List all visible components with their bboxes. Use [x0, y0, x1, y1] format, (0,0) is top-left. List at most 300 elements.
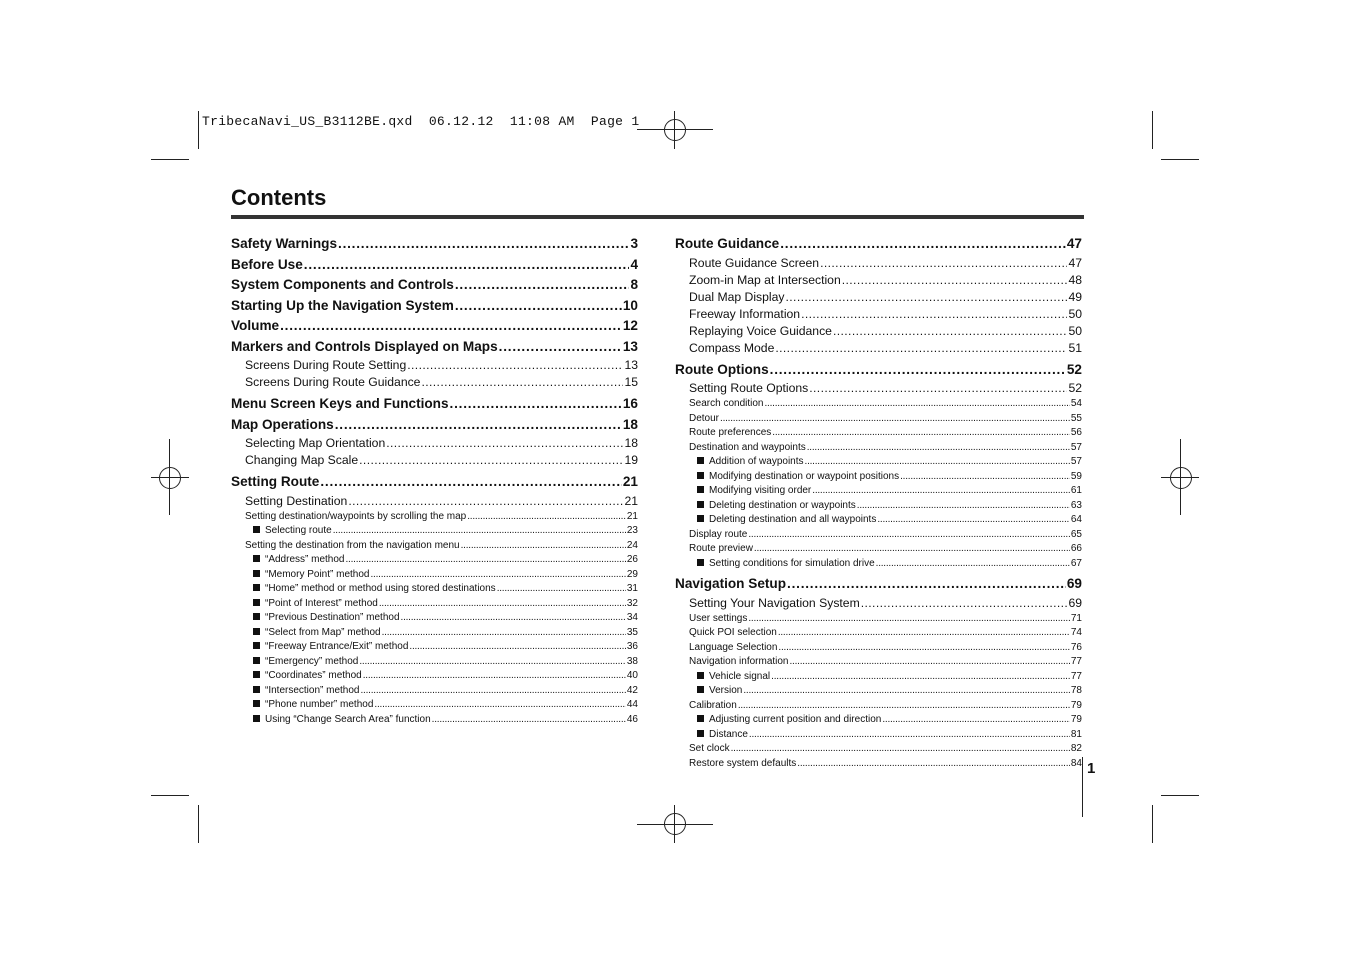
- square-bullet-icon: [253, 526, 260, 533]
- print-slug: TribecaNavi_US_B3112BE.qxd 06.12.12 11:08 AM Page 1: [202, 114, 640, 129]
- toc-entry-text: Modifying visiting order: [709, 485, 812, 496]
- toc-entry-text: Language Selection: [689, 641, 778, 653]
- leader-dots: [786, 289, 1068, 306]
- toc-entry[interactable]: [675, 670, 1082, 685]
- toc-entry-page: 84: [1070, 757, 1082, 769]
- leader-dots: [807, 441, 1070, 456]
- toc-entry-page: 50: [1068, 323, 1082, 338]
- toc-entry[interactable]: [231, 698, 638, 713]
- toc-entry-page: 76: [1070, 641, 1082, 653]
- leader-dots: [338, 234, 629, 255]
- toc-entry-label: [689, 380, 808, 397]
- toc-entry[interactable]: [675, 340, 1082, 357]
- toc-entry-label: [697, 499, 856, 514]
- toc-entry-label: [689, 426, 771, 441]
- leader-dots: [720, 412, 1070, 427]
- toc-entry-label: [231, 394, 449, 415]
- toc-entry-label: [245, 493, 347, 510]
- toc-entry-text: Setting destination/waypoints by scrolling the map: [245, 510, 467, 522]
- leader-dots: [743, 684, 1070, 699]
- toc-entry-label: [697, 470, 899, 485]
- toc-entry-page: 57: [1070, 456, 1082, 467]
- toc-entry-label: [231, 337, 498, 358]
- leader-dots: [754, 542, 1070, 557]
- toc-entry-page: 64: [1070, 514, 1082, 525]
- leader-dots: [770, 360, 1066, 381]
- leader-dots: [842, 272, 1068, 289]
- crop-mark: [198, 111, 199, 149]
- toc-entry-text: Setting Destination: [245, 493, 348, 508]
- toc-entry-page: 35: [626, 626, 638, 638]
- leader-dots: [497, 582, 626, 597]
- toc-entry[interactable]: [675, 626, 1082, 641]
- toc-entry-text: “Point of Interest” method: [265, 597, 378, 609]
- toc-entry-text: “Memory Point” method: [265, 568, 370, 580]
- toc-entry-text: Deleting destination and all waypoints: [709, 514, 877, 525]
- toc-entry-label: [689, 757, 796, 772]
- leader-dots: [432, 713, 626, 728]
- toc-entry-page: 13: [624, 358, 638, 372]
- toc-entry-page: 31: [626, 583, 638, 594]
- leader-dots: [797, 757, 1070, 772]
- toc-entry[interactable]: [231, 296, 638, 317]
- toc-entry[interactable]: [675, 426, 1082, 441]
- toc-entry[interactable]: [675, 513, 1082, 528]
- toc-entry-label: [253, 698, 373, 713]
- toc-entry-text: Map Operations: [231, 416, 334, 432]
- leader-dots: [882, 713, 1070, 728]
- toc-entry-text: Navigation information: [689, 656, 789, 667]
- toc-entry-text: Display route: [689, 528, 748, 540]
- toc-entry-page: 34: [626, 612, 638, 623]
- registration-circle: [1170, 467, 1192, 489]
- toc-entry-text: Selecting route: [265, 525, 332, 536]
- toc-entry-text: Menu Screen Keys and Functions: [231, 396, 449, 411]
- leader-dots: [812, 484, 1070, 499]
- toc-entry-label: [689, 528, 747, 543]
- leader-dots: [374, 698, 625, 713]
- leader-dots: [771, 670, 1070, 685]
- toc-entry-label: [245, 435, 385, 452]
- toc-entry-page: 23: [626, 525, 638, 536]
- toc-entry-text: Deleting destination or waypoints: [709, 499, 856, 511]
- toc-entry[interactable]: [231, 255, 638, 276]
- square-bullet-icon: [253, 613, 260, 620]
- toc-entry-page: 57: [1070, 441, 1082, 453]
- toc-entry[interactable]: [675, 499, 1082, 514]
- toc-entry[interactable]: [675, 757, 1082, 772]
- toc-entry[interactable]: [231, 374, 638, 391]
- leader-dots: [731, 742, 1070, 757]
- square-bullet-icon: [697, 715, 704, 722]
- leader-dots: [359, 452, 623, 469]
- toc-entry-label: [689, 340, 774, 357]
- toc-entry-label: [253, 582, 496, 597]
- toc-entry-page: 66: [1070, 543, 1082, 554]
- toc-entry-text: Detour: [689, 412, 720, 424]
- toc-entry[interactable]: [675, 272, 1082, 289]
- toc-entry[interactable]: [675, 255, 1082, 272]
- toc-entry[interactable]: [231, 510, 638, 525]
- square-bullet-icon: [697, 730, 704, 737]
- toc-entry-label: [231, 472, 319, 493]
- toc-entry-page: 56: [1070, 427, 1082, 438]
- toc-entry-label: [697, 684, 742, 699]
- toc-entry[interactable]: [675, 699, 1082, 714]
- toc-entry-page: 32: [626, 597, 638, 609]
- leader-dots: [790, 655, 1070, 670]
- leader-dots: [467, 510, 626, 525]
- square-bullet-icon: [253, 657, 260, 664]
- crop-mark: [1152, 111, 1153, 149]
- toc-entry-text: Search condition: [689, 398, 764, 409]
- toc-entry-page: 46: [626, 713, 638, 725]
- leader-dots: [780, 234, 1066, 255]
- toc-entry-label: [697, 557, 875, 572]
- leader-dots: [833, 323, 1067, 340]
- toc-entry-page: 77: [1070, 656, 1082, 667]
- toc-entry-label: [697, 713, 881, 728]
- leader-dots: [748, 528, 1070, 543]
- toc-entry-page: 10: [622, 297, 638, 313]
- toc-entry-text: Before Use: [231, 256, 303, 272]
- toc-entry-label: [689, 306, 800, 323]
- leader-dots: [320, 472, 622, 493]
- leader-dots: [861, 595, 1068, 612]
- square-bullet-icon: [253, 700, 260, 707]
- toc-entry[interactable]: [231, 597, 638, 612]
- toc-entry[interactable]: [675, 455, 1082, 470]
- toc-entry[interactable]: [231, 655, 638, 670]
- square-bullet-icon: [253, 715, 260, 722]
- toc-entry-text: Setting the destination from the navigation menu: [245, 539, 460, 551]
- leader-dots: [370, 568, 625, 583]
- toc-entry-page: 54: [1070, 398, 1082, 409]
- toc-entry[interactable]: [675, 441, 1082, 456]
- toc-entry-label: [689, 612, 747, 627]
- toc-entry[interactable]: [675, 728, 1082, 743]
- leader-dots: [499, 337, 622, 358]
- toc-entry-text: Adjusting current position and direction: [709, 714, 882, 725]
- toc-entry-page: 79: [1070, 699, 1082, 711]
- leader-dots: [335, 415, 622, 436]
- toc-left-column: [231, 234, 638, 727]
- toc-entry-text: Using “Change Search Area” function: [265, 713, 431, 725]
- toc-entry-text: Starting Up the Navigation System: [231, 297, 454, 313]
- toc-entry-text: “Emergency” method: [265, 655, 359, 667]
- toc-entry-text: Setting Route Options: [689, 381, 809, 395]
- toc-entry[interactable]: [231, 275, 638, 296]
- title-rule: [231, 215, 1084, 219]
- toc-entry-page: 49: [1068, 289, 1082, 304]
- toc-entry-label: [253, 597, 378, 612]
- toc-entry-page: 3: [630, 236, 638, 251]
- toc-entry-page: 52: [1068, 381, 1082, 395]
- leader-dots: [461, 539, 626, 554]
- toc-entry-page: 52: [1066, 361, 1082, 377]
- toc-entry-page: 63: [1070, 499, 1082, 511]
- toc-entry-label: [689, 655, 789, 670]
- leader-dots: [778, 641, 1069, 656]
- toc-entry-page: 78: [1070, 685, 1082, 696]
- toc-entry-page: 48: [1068, 272, 1082, 287]
- toc-entry-text: Quick POI selection: [689, 627, 777, 638]
- toc-entry-text: Version: [709, 685, 743, 696]
- toc-entry-page: 51: [1068, 340, 1082, 355]
- leader-dots: [386, 435, 623, 452]
- toc-entry-label: [253, 655, 358, 670]
- toc-entry-page: 47: [1068, 255, 1082, 270]
- leader-dots: [382, 626, 626, 641]
- square-bullet-icon: [697, 486, 704, 493]
- toc-entry[interactable]: [675, 397, 1082, 412]
- toc-entry-text: System Components and Controls: [231, 277, 454, 292]
- crop-mark: [1152, 805, 1153, 843]
- toc-entry-page: 8: [630, 277, 638, 292]
- crop-mark: [151, 795, 189, 796]
- toc-entry[interactable]: [231, 626, 638, 641]
- toc-entry[interactable]: [231, 234, 638, 255]
- toc-entry-page: 21: [624, 493, 638, 508]
- toc-entry[interactable]: [675, 484, 1082, 499]
- square-bullet-icon: [697, 672, 704, 679]
- square-bullet-icon: [697, 457, 704, 464]
- square-bullet-icon: [253, 555, 260, 562]
- square-bullet-icon: [253, 628, 260, 635]
- toc-entry-text: Route Guidance Screen: [689, 255, 820, 270]
- toc-entry-label: [253, 684, 360, 699]
- square-bullet-icon: [253, 671, 260, 678]
- toc-entry-text: Route preview: [689, 543, 753, 554]
- toc-entry[interactable]: [675, 323, 1082, 340]
- square-bullet-icon: [253, 642, 260, 649]
- leader-dots: [900, 470, 1070, 485]
- toc-entry-page: 61: [1070, 485, 1082, 496]
- page-number: 1: [1087, 760, 1096, 777]
- toc-entry[interactable]: [675, 574, 1082, 595]
- toc-entry-label: [689, 542, 753, 557]
- leader-dots: [304, 255, 630, 276]
- toc-entry-text: Safety Warnings: [231, 236, 338, 251]
- toc-entry-label: [689, 272, 841, 289]
- toc-entry-text: Screens During Route Guidance: [245, 375, 421, 389]
- toc-entry-text: Replaying Voice Guidance: [689, 323, 832, 338]
- registration-circle: [664, 813, 686, 835]
- toc-entry[interactable]: [675, 412, 1082, 427]
- toc-entry-label: [253, 611, 400, 626]
- toc-entry-page: 74: [1070, 627, 1082, 638]
- toc-entry-text: Distance: [709, 728, 748, 740]
- toc-entry-label: [697, 484, 811, 499]
- square-bullet-icon: [253, 584, 260, 591]
- toc-entry-label: [697, 670, 770, 685]
- toc-entry[interactable]: [231, 316, 638, 337]
- square-bullet-icon: [697, 686, 704, 693]
- crop-mark: [151, 159, 189, 160]
- leader-dots: [805, 455, 1070, 470]
- toc-entry-label: [689, 699, 737, 714]
- square-bullet-icon: [253, 686, 260, 693]
- toc-entry-page: 55: [1070, 412, 1082, 424]
- toc-entry-label: [689, 641, 777, 656]
- leader-dots: [363, 669, 626, 684]
- toc-entry-label: [231, 316, 279, 337]
- square-bullet-icon: [697, 515, 704, 522]
- toc-entry-text: Calibration: [689, 699, 737, 711]
- toc-entry-page: 18: [622, 416, 638, 432]
- toc-entry[interactable]: [675, 289, 1082, 306]
- toc-entry-page: 13: [622, 338, 638, 354]
- toc-entry-page: 71: [1070, 612, 1082, 624]
- leader-dots: [421, 374, 623, 391]
- toc-entry-page: 69: [1068, 595, 1082, 610]
- square-bullet-icon: [697, 472, 704, 479]
- leader-dots: [778, 626, 1070, 641]
- toc-entry-label: [253, 713, 431, 728]
- toc-entry[interactable]: [675, 360, 1082, 381]
- toc-entry[interactable]: [231, 684, 638, 699]
- square-bullet-icon: [697, 501, 704, 508]
- leader-dots: [748, 612, 1070, 627]
- toc-entry-text: Freeway Information: [689, 306, 801, 321]
- toc-entry-text: Destination and waypoints: [689, 441, 806, 453]
- toc-entry-text: Setting Your Navigation System: [689, 595, 860, 610]
- toc-entry[interactable]: [231, 415, 638, 436]
- toc-entry[interactable]: [231, 493, 638, 510]
- toc-entry[interactable]: [231, 472, 638, 493]
- toc-entry[interactable]: [231, 357, 638, 374]
- toc-entry-text: Route Options: [675, 361, 769, 377]
- leader-dots: [857, 499, 1070, 514]
- leader-dots: [455, 275, 630, 296]
- toc-entry-page: 82: [1070, 743, 1082, 754]
- toc-entry-label: [689, 441, 806, 456]
- toc-entry-label: [231, 255, 303, 276]
- toc-entry-label: [689, 255, 819, 272]
- leader-dots: [407, 357, 623, 374]
- toc-entry[interactable]: [675, 684, 1082, 699]
- leader-dots: [280, 316, 622, 337]
- toc-entry-page: 12: [622, 318, 638, 333]
- toc-entry[interactable]: [231, 611, 638, 626]
- square-bullet-icon: [253, 599, 260, 606]
- leader-dots: [877, 513, 1070, 528]
- toc-entry-label: [231, 415, 334, 436]
- toc-entry-text: “Phone number” method: [265, 699, 374, 710]
- toc-entry-text: Volume: [231, 318, 280, 333]
- toc-entry-text: Set clock: [689, 743, 730, 754]
- toc-entry[interactable]: [231, 394, 638, 415]
- toc-entry-page: 29: [626, 568, 638, 580]
- toc-entry[interactable]: [675, 380, 1082, 397]
- toc-entry-page: 44: [626, 699, 638, 710]
- toc-entry-label: [689, 289, 785, 306]
- toc-entry[interactable]: [675, 234, 1082, 255]
- toc-entry-page: 36: [626, 641, 638, 652]
- toc-entry[interactable]: [675, 542, 1082, 557]
- toc-entry[interactable]: [231, 568, 638, 583]
- toc-entry[interactable]: [231, 640, 638, 655]
- toc-entry-text: Route preferences: [689, 427, 772, 438]
- toc-entry[interactable]: [231, 582, 638, 597]
- toc-entry-label: [697, 728, 748, 743]
- leader-dots: [345, 553, 625, 568]
- leader-dots: [775, 340, 1067, 357]
- leader-dots: [787, 574, 1066, 595]
- registration-circle: [664, 119, 686, 141]
- toc-entry[interactable]: [231, 452, 638, 469]
- toc-entry-page: 15: [624, 375, 638, 389]
- toc-entry-page: 47: [1066, 236, 1082, 251]
- toc-entry-label: [675, 574, 786, 595]
- leader-dots: [765, 397, 1070, 412]
- toc-entry[interactable]: [675, 557, 1082, 572]
- toc-entry-page: 79: [1070, 714, 1082, 725]
- toc-entry-text: “Address” method: [265, 554, 345, 565]
- toc-entry-label: [689, 323, 832, 340]
- toc-entry[interactable]: [675, 470, 1082, 485]
- toc-entry[interactable]: [231, 539, 638, 554]
- toc-entry[interactable]: [231, 337, 638, 358]
- leader-dots: [450, 394, 622, 415]
- toc-entry-text: Restore system defaults: [689, 757, 797, 769]
- toc-entry[interactable]: [231, 435, 638, 452]
- toc-entry[interactable]: [231, 553, 638, 568]
- toc-entry[interactable]: [675, 612, 1082, 627]
- leader-dots: [455, 296, 622, 317]
- toc-entry-text: Dual Map Display: [689, 289, 785, 304]
- leader-dots: [333, 524, 626, 539]
- leader-dots: [738, 699, 1070, 714]
- toc-entry-text: Compass Mode: [689, 340, 775, 355]
- leader-dots: [348, 493, 623, 510]
- toc-entry[interactable]: [231, 524, 638, 539]
- toc-entry[interactable]: [675, 655, 1082, 670]
- toc-entry-label: [253, 553, 344, 568]
- toc-entry[interactable]: [675, 742, 1082, 757]
- toc-right-column: [675, 234, 1082, 771]
- toc-entry-label: [245, 357, 406, 374]
- toc-entry-page: 4: [630, 256, 638, 272]
- toc-entry-page: 18: [624, 436, 638, 450]
- toc-entry[interactable]: [675, 306, 1082, 323]
- toc-entry-label: [253, 524, 332, 539]
- leader-dots: [801, 306, 1067, 323]
- toc-entry-label: [689, 412, 719, 427]
- leader-dots: [359, 655, 626, 670]
- crop-mark: [1161, 795, 1199, 796]
- toc-entry-label: [253, 640, 408, 655]
- toc-entry[interactable]: [675, 528, 1082, 543]
- page-title: Contents: [231, 185, 327, 210]
- leader-dots: [749, 728, 1070, 743]
- toc-entry-text: User settings: [689, 612, 748, 624]
- toc-entry-label: [231, 275, 454, 296]
- toc-entry[interactable]: [675, 641, 1082, 656]
- toc-entry[interactable]: [231, 669, 638, 684]
- toc-entry[interactable]: [231, 713, 638, 728]
- toc-entry-label: [253, 568, 369, 583]
- toc-entry-page: 42: [626, 684, 638, 696]
- leader-dots: [820, 255, 1067, 272]
- toc-entry-label: [689, 397, 764, 412]
- toc-entry-label: [231, 234, 337, 255]
- toc-entry[interactable]: [675, 713, 1082, 728]
- toc-entry-text: “Home” method or method using stored destinations: [265, 583, 496, 594]
- toc-entry-page: 65: [1070, 528, 1082, 540]
- toc-entry[interactable]: [675, 595, 1082, 612]
- toc-entry-label: [675, 360, 769, 381]
